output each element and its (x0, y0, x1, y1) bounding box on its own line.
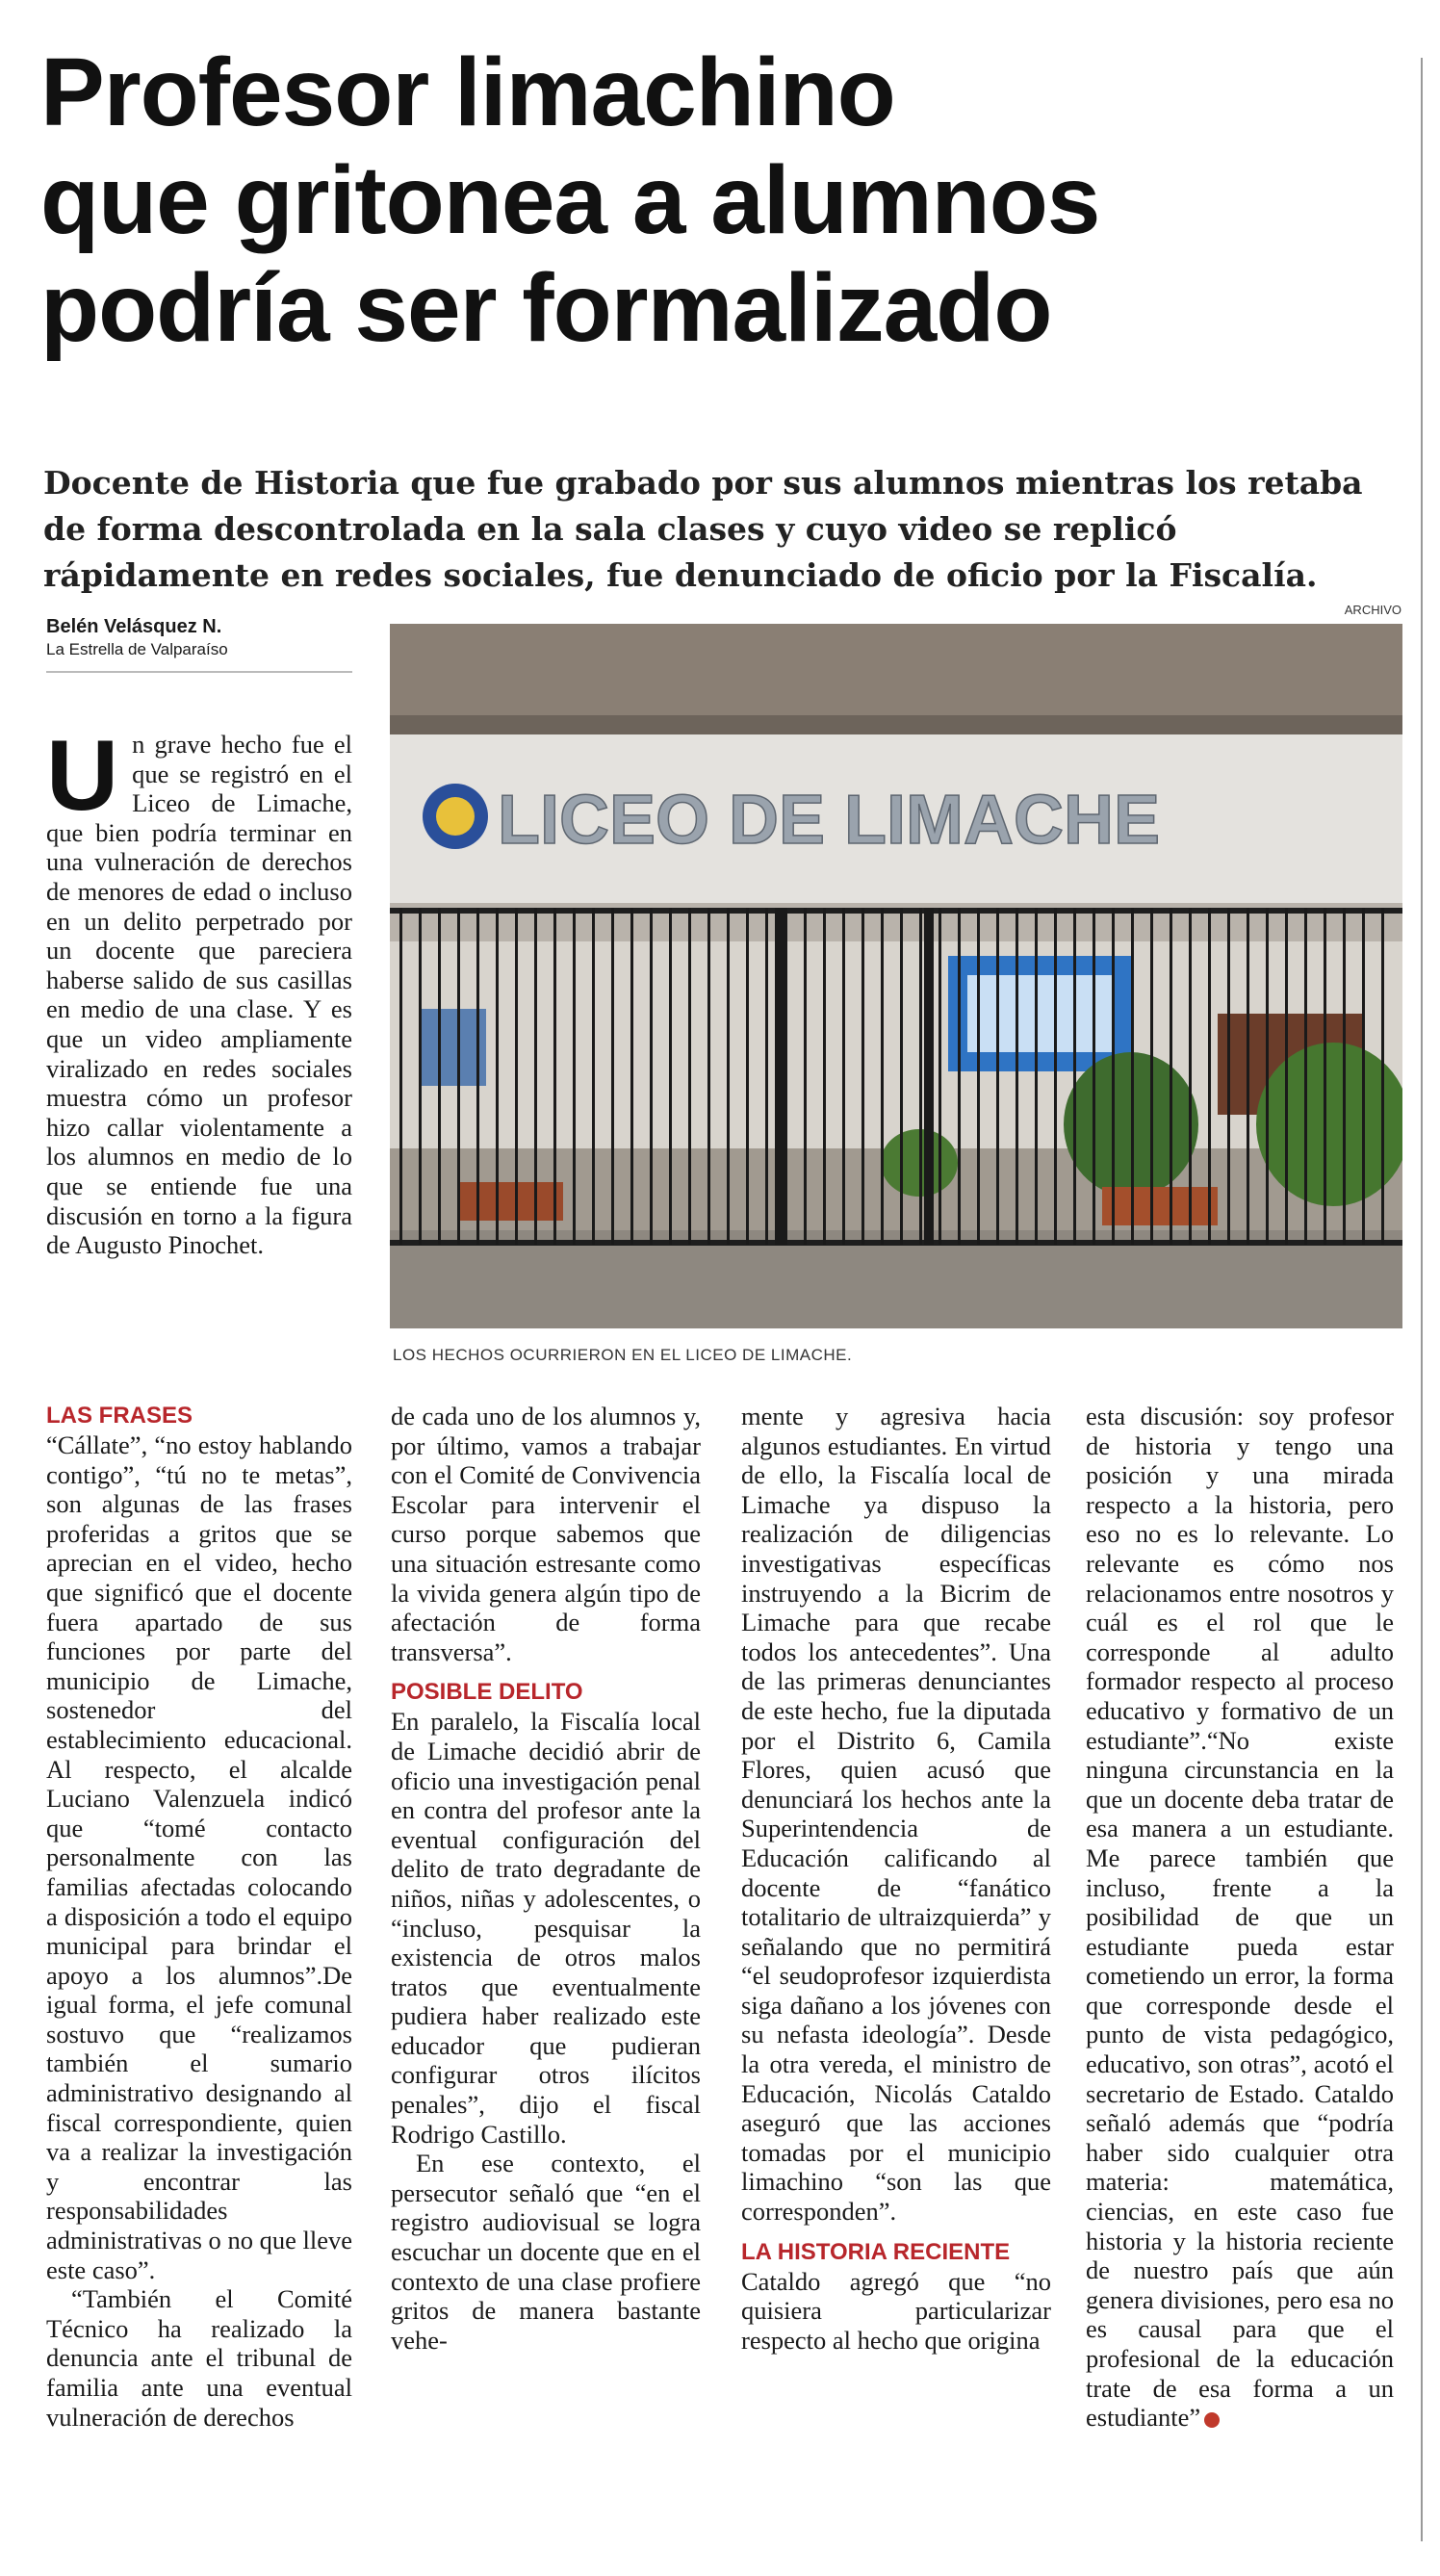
article-column-4 (1086, 1402, 1394, 2433)
headline-line-1: Profesor limachino (40, 39, 895, 146)
end-of-article-icon (1204, 2412, 1220, 2428)
body-paragraph: mente y agresiva hacia algunos estudiantes. En virtud de ello, la Fiscalía local de Limache ya dispuso la realización de diligencias investigativas específicas instruyendo a la Bicrim de Limache para que recabe todos los antecedentes”. Una de las primeras denunciantes de este hecho, fue la diputada por el Distrito 6, Camila Flores, quien acusó que denunciará los hechos ante la Superintendencia de Educación calificando al docente de “fanático totalitario de ultraizquierda” y señalando que no permitirá “el seudoprofesor izquierdista siga dañano a los jóvenes con su nefasta ideología”. Desde la otra vereda, el ministro de Educación, Nicolás Cataldo aseguró que las acciones tomadas por el municipio limachino “son las que corresponden”. (741, 1402, 1051, 2227)
closing-text: esta discusión: soy profesor de historia y tengo una posición y una mirada respecto a la historia, pero eso no es lo relevante. Lo relevante es cómo nos relacionamos entre nosotros y cuál es el rol que le corresponde al adulto formador respecto al proceso educativo y formativo de un estudiante”.“No existe ninguna circunstancia en la que un docente deba tratar de esa manera a un estudiante. Me parece también que incluso, frente a la posibilidad de que un estudiante pueda estar cometiendo un error, la forma que corresponde desde el punto de vista pedagógico, educativo, son otras”, acotó el secretario de Estado. Cataldo señaló además que “podría haber sido cualquier otra materia: matemática, ciencias, en este caso fue historia y la historia reciente de nuestro país que aún genera divisiones, pero esa no es causal para que el profesional de la educación trate de esa forma a un estudiante” (1086, 1402, 1394, 2433)
subheading-posible-delito: POSIBLE DELITO (391, 1679, 583, 1706)
school-entrance-illustration (390, 624, 1402, 1328)
body-paragraph: En paralelo, la Fiscalía local de Limache decidió abrir de oficio una investigación penal en contra del profesor ante la eventual configuración del delito de trato degradante de niños, niñas y adolescentes, o “incluso, pesquisar la existencia de otros malos tratos que eventualmente pudiera haber realizado este educador que pudieran configurar otros ilícitos penales”, dijo el fiscal Rodrigo Castillo. (391, 1707, 701, 2149)
article-column-3 (741, 1402, 1051, 2355)
school-sign: LICEO DE LIMACHE (498, 782, 1161, 859)
headline (40, 39, 1369, 362)
headline-line-3: podría ser formalizado (40, 254, 1052, 362)
subheadline-line-3: rápidamente en redes sociales, fue denunciado de oficio por la Fiscalía. (43, 556, 1318, 594)
lead-paragraph (46, 720, 352, 1260)
photo-credit: ARCHIVO (1344, 603, 1401, 617)
photo-caption: LOS HECHOS OCURRIERON EN EL LICEO DE LIMACHE. (393, 1346, 853, 1364)
article-column-2 (391, 1402, 701, 2355)
subheading-las-frases: LAS FRASES (46, 1403, 193, 1429)
body-paragraph: de cada uno de los alumnos y, por último, vamos a trabajar con el Comité de Convivencia Escolar para intervenir el curso porque sabemos que una situación estresante como la vivida genera algún tipo de afectación de forma transversa”. (391, 1402, 701, 1666)
subheadline-line-1: Docente de Historia que fue grabado por sus alumnos mientras los retaba (43, 464, 1363, 502)
article-photo (390, 624, 1402, 1328)
page-edge-rule (1421, 58, 1423, 2541)
article-column-1 (46, 720, 352, 1260)
byline (46, 616, 352, 673)
subheadline-line-2: de forma descontrolada en la sala clases y cuyo video se replicó (43, 510, 1177, 548)
byline-author: Belén Velásquez N. (46, 616, 222, 637)
article-column-1-lower (46, 1402, 352, 2432)
body-paragraph: “También el Comité Técnico ha realizado la denuncia ante el tribunal de familia ante una eventual vulneración de derechos (46, 2284, 352, 2432)
body-paragraph: En ese contexto, el persecutor señaló que “en el registro audiovisual se logra escuchar un docente que en el contexto de una clase profiere gritos de manera bastante vehe- (391, 2149, 701, 2355)
lead-text: n grave hecho fue el que se registró en el Liceo de Limache, que bien podría terminar en una vulneración de derechos de menores de edad o incluso en un delito perpetrado por un docente que pareciera haberse salido de sus casillas en medio de una clase. Y es que un video ampliamente viralizado en redes sociales muestra cómo un profesor hizo callar violentamente a los alumnos en medio de lo que se entiende fue una discusión en torno a la figura de Augusto Pinochet. (46, 730, 352, 1260)
subheadline (43, 460, 1391, 599)
headline-line-2: que gritonea a alumnos (40, 146, 1100, 254)
body-paragraph: “Cállate”, “no estoy hablando contigo”, “tú no te metas”, son algunas de las frases proferidas a gritos que se aprecian en el video, hecho que significó que el docente fuera apartado de sus funciones por parte del municipio de Limache, sostenedor del establecimiento educacional. Al respecto, el alcalde Luciano Valenzuela indicó que “tomé contacto personalmente con las familias afectadas colocando a disposición a todo el equipo municipal para brindar el apoyo a los alumnos”.De igual forma, el jefe comunal sostuvo que “realizamos también el sumario administrativo designando al fiscal correspondiente, quien va a realizar la investigación y encontrar las responsabilidades administrativas o no que lleve este caso”. (46, 1430, 352, 2284)
drop-cap: U (46, 720, 119, 832)
subheading-la-historia-reciente: LA HISTORIA RECIENTE (741, 2238, 1011, 2265)
byline-publication: La Estrella de Valparaíso (46, 640, 228, 658)
body-paragraph: Cataldo agregó que “no quisiera particularizar respecto al hecho que origina (741, 2266, 1051, 2355)
body-paragraph (1086, 1402, 1394, 2433)
